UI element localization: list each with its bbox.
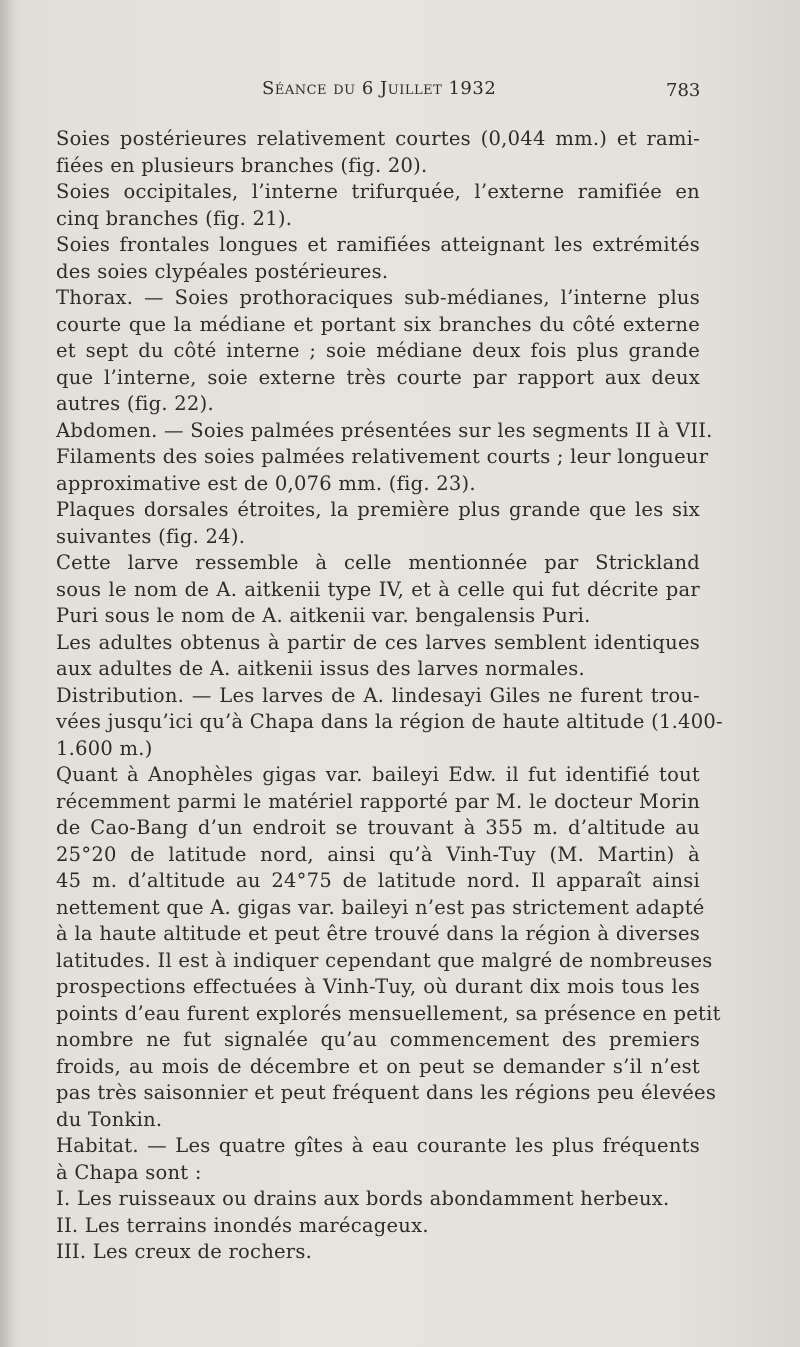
text-line: aux adultes de A. aitkenii issus des larves normales. bbox=[56, 657, 586, 680]
text-line: et sept du côté interne ; soie médiane deux fois plus grande bbox=[56, 339, 700, 362]
text-line: Soies postérieures relativement courtes (0,044 mm.) et rami- bbox=[56, 127, 700, 150]
text-line: Soies occipitales, l’interne trifurquée, l’externe ramifiée en bbox=[56, 180, 700, 203]
text-line: suivantes (fig. 24). bbox=[56, 524, 246, 548]
text-line: autres (fig. 22). bbox=[56, 392, 214, 415]
text-line: vées jusqu’ici qu’à Chapa dans la région de haute altitude (1.400- bbox=[56, 710, 723, 733]
text-line: prospections effectuées à Vinh-Tuy, où durant dix mois tous les bbox=[56, 975, 700, 998]
page-header bbox=[0, 78, 800, 108]
text-line: points d’eau furent explorés mensuellement, sa présence en petit bbox=[56, 1001, 721, 1025]
text-line: de Cao-Bang d’un endroit se trouvant à 355 m. d’altitude au bbox=[56, 816, 700, 839]
text-line: Abdomen. — Soies palmées présentées sur les segments II à VII. bbox=[56, 418, 713, 442]
text-line: Habitat. — Les quatre gîtes à eau courante les plus fréquents bbox=[56, 1134, 700, 1157]
text-line: nettement que A. gigas var. baileyi n’est pas strictement adapté bbox=[56, 895, 705, 919]
body-text bbox=[56, 126, 723, 1266]
text-line: 25°20 de latitude nord, ainsi qu’à Vinh-Tuy (M. Martin) à bbox=[56, 842, 700, 866]
text-line: courte que la médiane et portant six branches du côté externe bbox=[56, 312, 700, 336]
text-line: à la haute altitude et peut être trouvé dans la région à diverses bbox=[56, 922, 700, 945]
text-line: Les adultes obtenus à partir de ces larves semblent identiques bbox=[56, 630, 700, 654]
text-line: sous le nom de A. aitkenii type IV, et à celle qui fut décrite par bbox=[56, 577, 700, 601]
text-line: des soies clypéales postérieures. bbox=[56, 259, 389, 283]
text-line: Plaques dorsales étroites, la première plus grande que les six bbox=[56, 498, 700, 521]
text-line: à Chapa sont : bbox=[56, 1160, 202, 1184]
text-line: Puri sous le nom de A. aitkenii var. bengalensis Puri. bbox=[56, 604, 591, 627]
text-line: approximative est de 0,076 mm. (fig. 23). bbox=[56, 471, 476, 495]
text-line: pas très saisonnier et peut fréquent dans les régions peu élevées bbox=[56, 1081, 717, 1104]
text-line: récemment parmi le matériel rapporté par M. le docteur Morin bbox=[56, 789, 700, 813]
text-line: nombre ne fut signalée qu’au commencement des premiers bbox=[56, 1028, 700, 1051]
text-line: Cette larve ressemble à celle mentionnée par Strickland bbox=[56, 551, 700, 574]
text-line: froids, au mois de décembre et on peut se demander s’il n’est bbox=[56, 1054, 700, 1078]
page-number: 783 bbox=[666, 80, 701, 101]
text-line: Distribution. — Les larves de A. lindesayi Giles ne furent trou- bbox=[56, 683, 700, 707]
text-line: Thorax. — Soies prothoraciques sub-médianes, l’interne plus bbox=[56, 286, 700, 309]
text-line: I. Les ruisseaux ou drains aux bords abondamment herbeux. bbox=[56, 1187, 670, 1210]
text-line: III. Les creux de rochers. bbox=[56, 1240, 313, 1263]
text-line: 45 m. d’altitude au 24°75 de latitude nord. Il apparaît ainsi bbox=[56, 869, 700, 892]
text-line: que l’interne, soie externe très courte par rapport aux deux bbox=[56, 365, 700, 389]
text-line: II. Les terrains inondés marécageux. bbox=[56, 1213, 429, 1237]
text-line: latitudes. Il est à indiquer cependant que malgré de nombreuses bbox=[56, 948, 713, 972]
page-binding-shadow bbox=[0, 0, 14, 1347]
text-line: cinq branches (fig. 21). bbox=[56, 206, 293, 230]
text-line: Soies frontales longues et ramifiées atteignant les extrémités bbox=[56, 233, 700, 256]
text-line: Quant à Anophèles gigas var. baileyi Edw. il fut identifié tout bbox=[56, 763, 700, 786]
text-line: 1.600 m.) bbox=[56, 736, 153, 760]
text-line: du Tonkin. bbox=[56, 1107, 163, 1131]
running-head: Séance du 6 Juillet 1932 bbox=[262, 78, 497, 99]
text-line: Filaments des soies palmées relativement courts ; leur longueur bbox=[56, 445, 709, 468]
text-line: fiées en plusieurs branches (fig. 20). bbox=[56, 153, 428, 177]
